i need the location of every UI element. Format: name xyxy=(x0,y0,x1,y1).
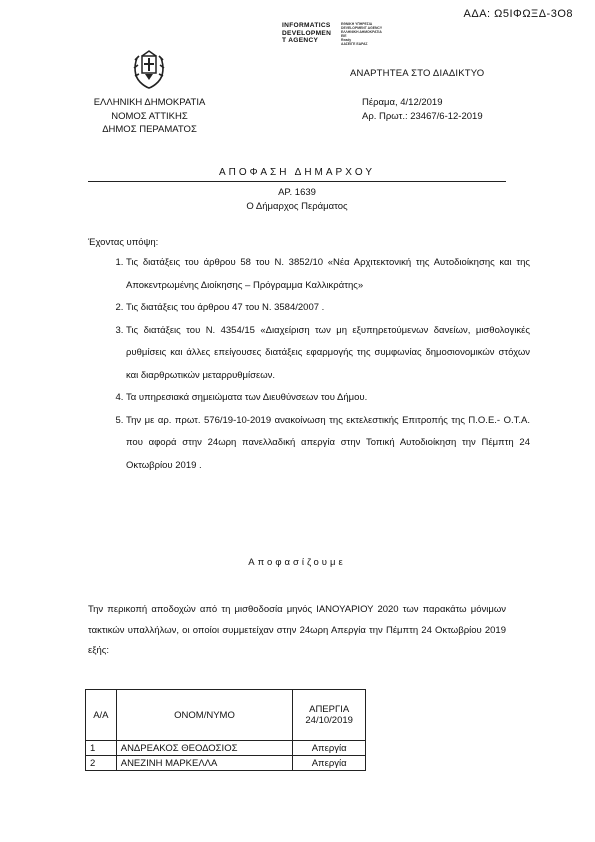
decision-heading: Αποφασίζουμε xyxy=(248,557,346,568)
title-divider xyxy=(88,181,506,182)
agency-label: INFORMATICS DEVELOPMEN T AGENCY xyxy=(282,22,332,45)
list-item: 2. Τις διατάξεις του άρθρου 47 του Ν. 3584/2007 . xyxy=(126,297,530,320)
cell-aa: 1 xyxy=(86,741,117,756)
list-item: 5. Την με αρ. πρωτ. 576/19-10-2019 ανακοίνωση της εκτελεστικής Επιτροπής της Π.Ο.Ε.- Ο.Τ.Α. που αφορά στην 24ωρη πανελλαδική απεργία στην Τοπική Αυτοδιοίκηση την Πέμπτη 24 Οκτωβρίου 2019 . xyxy=(126,410,530,478)
table-row xyxy=(86,741,366,756)
list-item: 4. Τα υπηρεσιακά σημειώματα των Διευθύνσεων του Δήμου. xyxy=(126,387,530,410)
cell-name: ΑΝΕΖΙΝΗ ΜΑΡΚΕΛΛΑ xyxy=(116,756,293,771)
ada-code: ΑΔΑ: Ω5ΙΦΩΞΔ-3Ο8 xyxy=(463,8,573,20)
strikers-table xyxy=(85,689,366,771)
date-protocol-block: Πέραμα, 4/12/2019 Αρ. Πρωτ.: 23467/6-12-2019 xyxy=(362,97,483,122)
column-header-strike: ΑΠΕΡΓΙΑ 24/10/2019 xyxy=(293,690,366,741)
post-online-label: ΑΝΑΡΤΗΤΕΑ ΣΤΟ ΔΙΑΔΙΚΤΥΟ xyxy=(350,68,485,79)
list-item: 1. Τις διατάξεις του άρθρου 58 του Ν. 3852/10 «Νέα Αρχιτεκτονική της Αυτοδιοίκησης και της Αποκεντρωμένης Διοίκησης – Πρόγραμμα Καλλικράτης» xyxy=(126,252,530,297)
decision-paragraph: Την περικοπή αποδοχών από τη μισθοδοσία μηνός ΙΑΝΟΥΑΡΙΟΥ 2020 των παρακάτω μόνιμων τακτικών υπαλλήλων, οι οποίοι συμμετείχαν στην 24ωρη Απεργία την Πέμπτη 24 Οκτωβρίου 2019 εξής: xyxy=(88,604,506,656)
document-title: ΑΠΟΦΑΣΗ ΔΗΜΑΡΧΟΥ xyxy=(218,167,376,178)
agency-stamp-lines: ΕΘΝΙΚΗ ΥΠΗΡΕΣΙΑ DEVELOPMENT AGENCY ΕΛΛΗΝΙΚΗ ΔΗΜΟΚΡΑΤΙΑ ΕΙΕ Ready ΑΑΣΕΙΓΕ ΕΔΡΑΣ xyxy=(341,22,383,46)
table-header-row xyxy=(86,690,366,741)
column-header-name: ΟΝΟΜ/ΝΥΜΟ xyxy=(116,690,293,741)
column-header-aa: Α/Α xyxy=(86,690,117,741)
cell-strike: Απεργία xyxy=(293,756,366,771)
considerations-heading: Έχοντας υπόψη: xyxy=(88,237,159,248)
greek-emblem-icon xyxy=(130,48,168,90)
issuer-block: ΕΛΛΗΝΙΚΗ ΔΗΜΟΚΡΑΤΙΑ ΝΟΜΟΣ ΑΤΤΙΚΗΣ ΔΗΜΟΣ ΠΕΡΑΜΑΤΟΣ xyxy=(93,97,206,135)
table-row xyxy=(86,756,366,771)
decision-number-block: ΑΡ. 1639 Ο Δήμαρχος Περάματος xyxy=(246,187,348,212)
list-item: 3. Τις διατάξεις του Ν. 4354/15 «Διαχείριση των μη εξυπηρετούμενων δανείων, μισθολογικές ρυθμίσεις και άλλες επείγουσες διατάξεις εφαρμογής της συμφωνίας δημοσιονομικών στόχων και διαρθρωτικών μεταρρυθμίσεων. xyxy=(126,320,530,388)
considerations-list xyxy=(104,252,530,477)
cell-strike: Απεργία xyxy=(293,741,366,756)
cell-name: ΑΝΔΡΕΑΚΟΣ ΘΕΟΔΟΣΙΟΣ xyxy=(116,741,293,756)
cell-aa: 2 xyxy=(86,756,117,771)
